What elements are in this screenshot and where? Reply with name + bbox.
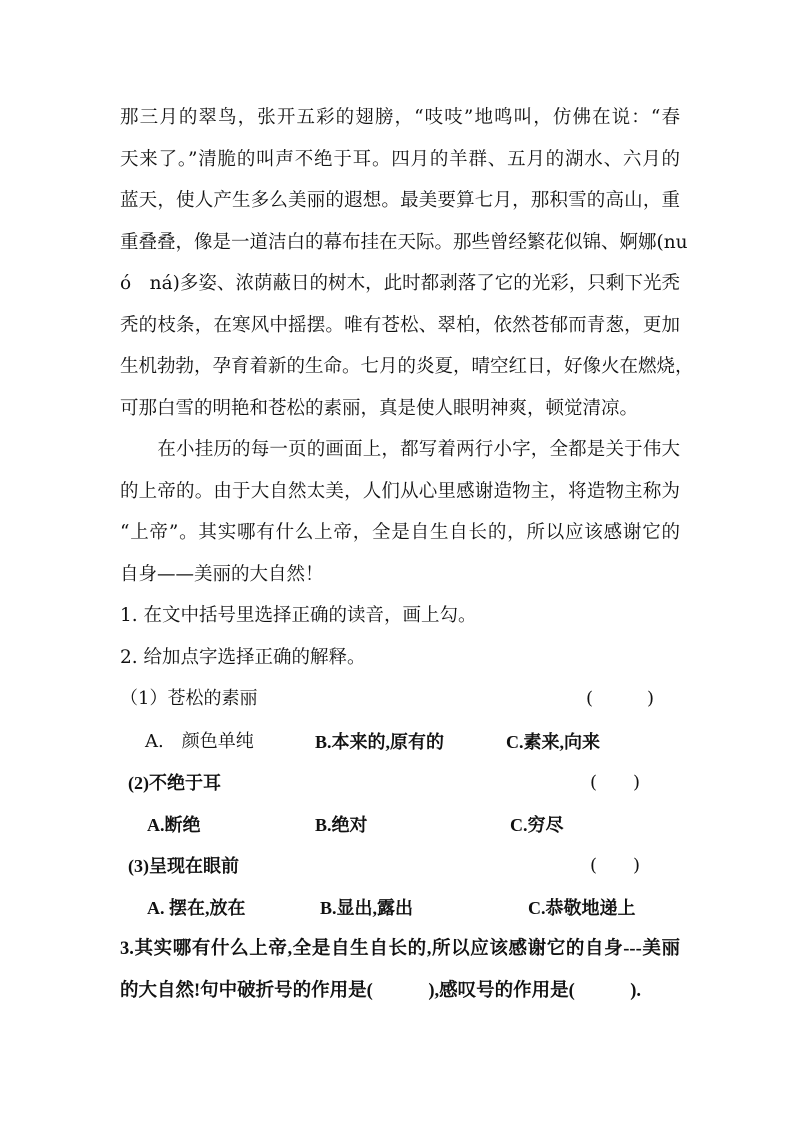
passage-line: 生机勃勃，孕育着新的生命。七月的炎夏，晴空红日，好像火在燃烧， xyxy=(120,356,694,377)
item-1-option-c: C.素来,向来 xyxy=(506,732,600,752)
question-3-line-1: 3.其实哪有什么上帝,全是自生自长的,所以应该感谢它的自身---美丽 xyxy=(120,939,680,959)
passage-line: ó ná)多姿、浓荫蔽日的树木，此时都剥落了它的光彩，只剩下光秃 xyxy=(120,273,680,294)
item-3-option-a: A. 摆在,放在 xyxy=(147,898,246,918)
item-1-label: （1）苍松的素丽 xyxy=(120,688,258,709)
passage-line: 秃的枝条，在寒风中摇摆。唯有苍松、翠柏，依然苍郁而青葱，更加 xyxy=(120,315,680,336)
passage-line: 自身——美丽的大自然！ xyxy=(120,564,324,585)
question-1: 1. 在文中括号里选择正确的读音，画上勾。 xyxy=(120,605,477,626)
item-3-answer-blank[interactable]: ( ) xyxy=(590,855,641,876)
item-2-label: (2)不绝于耳 xyxy=(128,773,221,793)
item-2-option-c: C.穷尽 xyxy=(510,815,564,835)
passage-line: 那三月的翠鸟，张开五彩的翅膀，“吱吱”地鸣叫，仿佛在说：“春 xyxy=(120,107,680,128)
passage-line: 可那白雪的明艳和苍松的素丽，真是使人眼明神爽，顿觉清凉。 xyxy=(120,398,639,419)
item-2-answer-blank[interactable]: ( ) xyxy=(590,772,641,793)
passage-line: 天来了。”清脆的叫声不绝于耳。四月的羊群、五月的湖水、六月的 xyxy=(120,149,680,170)
passage-line: 的上帝的。由于大自然太美，人们从心里感谢造物主，将造物主称为 xyxy=(120,481,680,502)
item-3-option-c: C.恭敬地递上 xyxy=(528,898,636,918)
passage-line: 重叠叠，像是一道洁白的幕布挂在天际。那些曾经繁花似锦、婀娜(nu xyxy=(120,232,688,253)
item-2-option-a: A.断绝 xyxy=(147,815,201,835)
question-2: 2. 给加点字选择正确的解释。 xyxy=(120,647,366,668)
item-3-option-b: B.显出,露出 xyxy=(320,898,414,918)
passage-line: 蓝天，使人产生多么美丽的遐想。最美要算七月，那积雪的高山，重 xyxy=(120,190,680,211)
passage-line: “上帝”。其实哪有什么上帝，全是自生自长的，所以应该感谢它的 xyxy=(120,522,680,543)
item-1-option-a: A. 颜色单纯 xyxy=(145,731,254,752)
item-1-answer-blank[interactable]: ( ) xyxy=(586,688,655,709)
passage-line: 在小挂历的每一页的画面上，都写着两行小字，全都是关于伟大 xyxy=(120,439,680,460)
item-2-option-b: B.绝对 xyxy=(315,815,368,835)
item-3-label: (3)呈现在眼前 xyxy=(128,856,239,876)
item-1-option-b: B.本来的,原有的 xyxy=(315,732,445,752)
question-3-line-2: 的大自然!句中破折号的作用是( ),感叹号的作用是( ). xyxy=(120,981,642,1001)
